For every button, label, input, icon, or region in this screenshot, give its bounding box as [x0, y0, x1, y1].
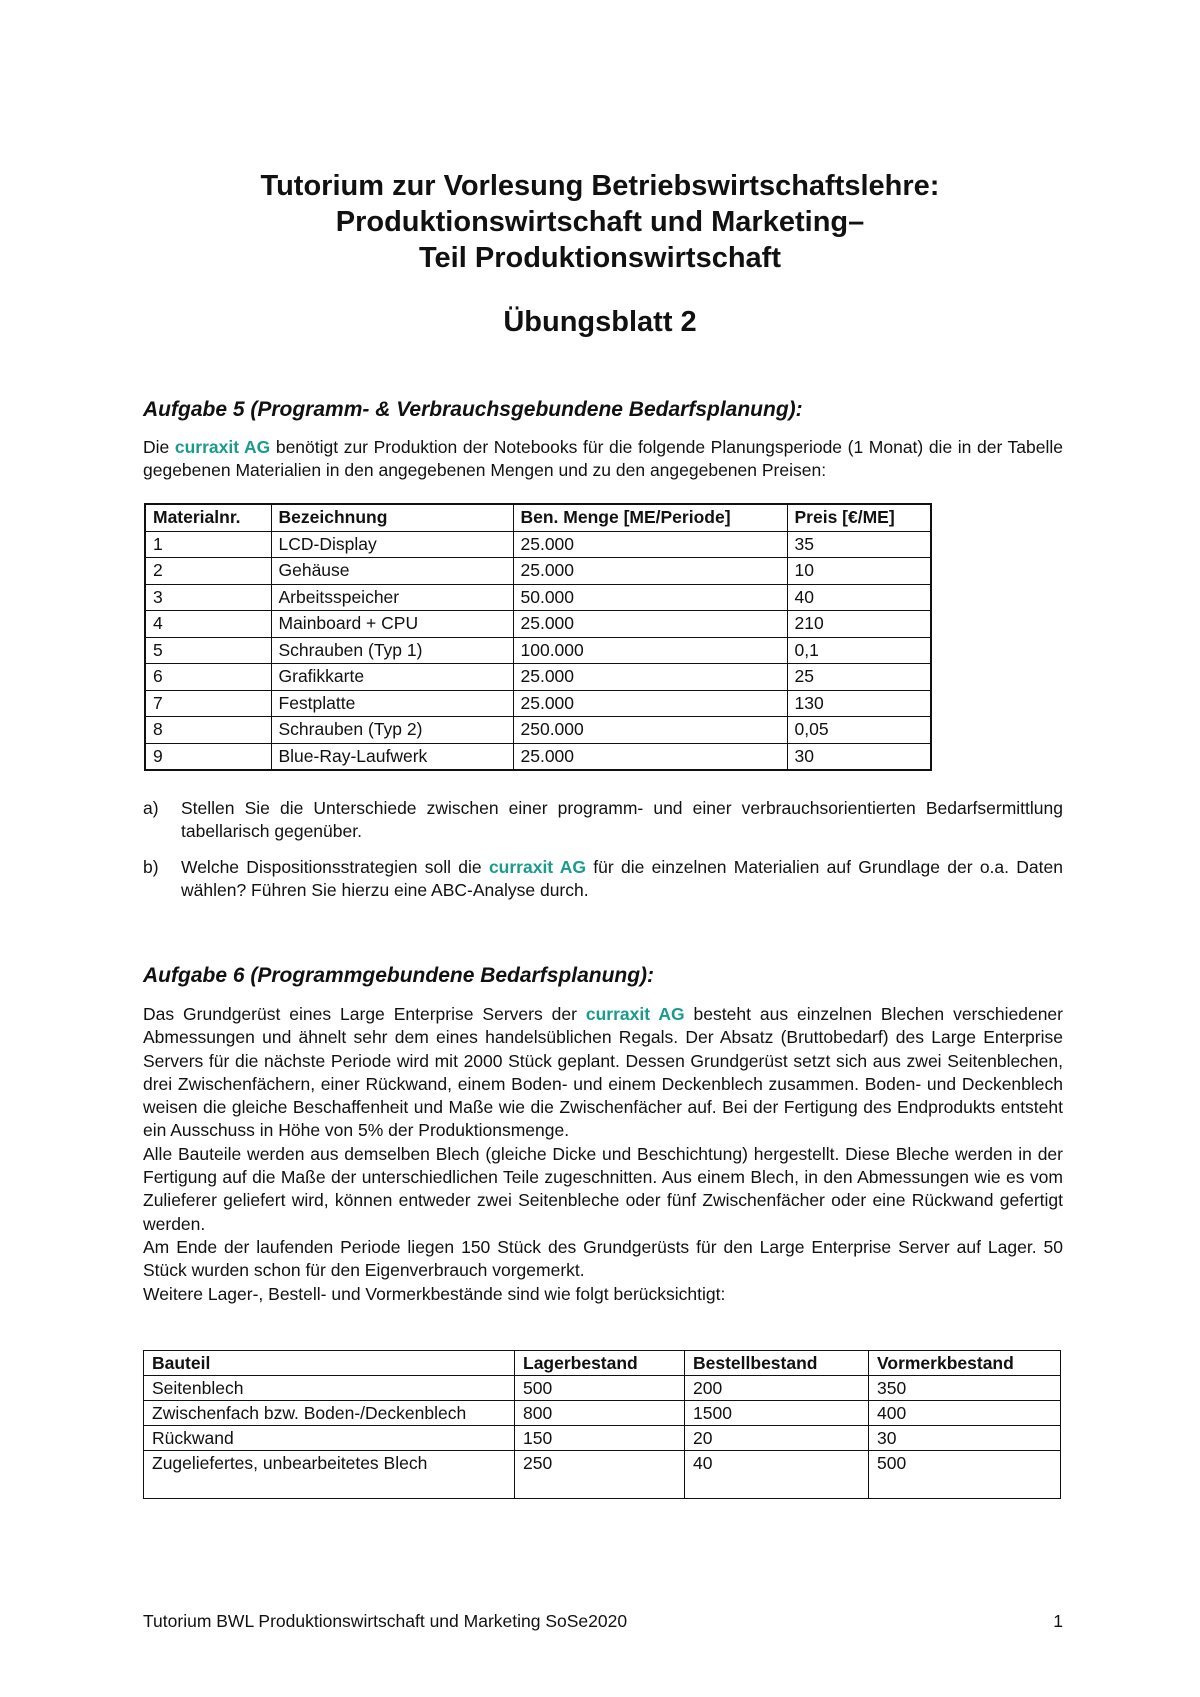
table-cell: 1500	[685, 1401, 869, 1426]
table-cell: 250	[515, 1451, 685, 1499]
table-cell: 30	[869, 1426, 1061, 1451]
table-cell: 40	[685, 1451, 869, 1499]
col-header: Ben. Menge [ME/Periode]	[513, 504, 787, 531]
col-header: Bezeichnung	[271, 504, 513, 531]
table-cell: Festplatte	[271, 690, 513, 717]
table-cell: 800	[515, 1401, 685, 1426]
table-cell: 8	[145, 717, 271, 744]
table-cell: Blue-Ray-Laufwerk	[271, 743, 513, 770]
title-line-2: Produktionswirtschaft und Marketing–	[335, 206, 865, 238]
table-cell: Arbeitsspeicher	[271, 584, 513, 611]
table-cell: 30	[787, 743, 931, 770]
table-row	[145, 743, 931, 770]
table-header-row	[144, 1351, 1061, 1376]
question-b-after: für die einzelnen Materialien auf Grundlage der o.a. Daten wählen? Führen Sie hierzu eine ABC-Analyse durch.	[181, 856, 1063, 900]
stock-table	[143, 1350, 1061, 1499]
task6-paragraph-3: Am Ende der laufenden Periode liegen 150 Stück des Grundgerüsts für den Large Enterprise Server auf Lager. 50 Stück wurden schon für den Eigenverbrauch vorgemerkt.	[143, 1236, 1063, 1281]
table-row	[145, 531, 931, 558]
page-number: 1	[1053, 1611, 1063, 1631]
table-cell: 400	[869, 1401, 1061, 1426]
table-cell: Rückwand	[144, 1426, 515, 1451]
table-cell: 25	[787, 664, 931, 691]
table-cell: 35	[787, 531, 931, 558]
question-a	[143, 797, 1063, 844]
table-cell: 25.000	[513, 690, 787, 717]
table-cell: 150	[515, 1426, 685, 1451]
table-row	[144, 1426, 1061, 1451]
table-row	[145, 558, 931, 585]
table-cell: LCD-Display	[271, 531, 513, 558]
table-cell: Schrauben (Typ 1)	[271, 637, 513, 664]
question-b	[143, 856, 1063, 903]
task6-paragraph-4: Weitere Lager-, Bestell- und Vormerkbestände sind wie folgt berücksichtigt:	[143, 1283, 726, 1304]
col-header: Lagerbestand	[515, 1351, 685, 1376]
table-cell: 4	[145, 611, 271, 638]
table-cell: 7	[145, 690, 271, 717]
table-header-row	[145, 504, 931, 531]
task6-heading: Aufgabe 6 (Programmgebundene Bedarfsplanung):	[143, 964, 655, 987]
task6-paragraph-2: Alle Bauteile werden aus demselben Blech (gleiche Dicke und Beschichtung) hergestellt. Diese Bleche werden in der Fertigung auf die Maße der unterschiedlichen Teile zugeschnitten. Aus einem Blech, in den Abmessungen wie es vom Zulieferer geliefert wird, können entweder zwei Seitenbleche oder fünf Zwischenfächer oder eine Rückwand gefertigt werden.	[143, 1143, 1063, 1234]
question-a-marker: a)	[143, 798, 159, 818]
table-cell: Zugeliefertes, unbearbeitetes Blech	[144, 1451, 515, 1499]
table-cell: 9	[145, 743, 271, 770]
task5-intro-paragraph	[143, 436, 1063, 483]
task6-paragraph-1	[143, 1003, 1063, 1143]
table-cell: Mainboard + CPU	[271, 611, 513, 638]
table-cell: Zwischenfach bzw. Boden-/Deckenblech	[144, 1401, 515, 1426]
table-cell: 2	[145, 558, 271, 585]
table-cell: 0,05	[787, 717, 931, 744]
table-row	[144, 1376, 1061, 1401]
task5-questions	[143, 797, 1063, 914]
task5-intro-after: benötigt zur Produktion der Notebooks für die folgende Planungsperiode (1 Monat) die in der Tabelle gegebenen Materialien in den angegebenen Mengen und zu den angegebenen Preisen:	[143, 437, 1063, 481]
table-cell: 100.000	[513, 637, 787, 664]
table-cell: 130	[787, 690, 931, 717]
table-row	[144, 1401, 1061, 1426]
table-cell: 40	[787, 584, 931, 611]
table-cell: 25.000	[513, 558, 787, 585]
table-cell: 10	[787, 558, 931, 585]
table-cell: 210	[787, 611, 931, 638]
table-row	[145, 690, 931, 717]
footer-text: Tutorium BWL Produktionswirtschaft und Marketing SoSe2020	[143, 1611, 628, 1631]
col-header: Materialnr.	[145, 504, 271, 531]
table-cell: 350	[869, 1376, 1061, 1401]
task5-intro	[143, 436, 1063, 483]
task5-intro-before: Die	[143, 437, 175, 457]
table-cell: 1	[145, 531, 271, 558]
task6-p1-before: Das Grundgerüst eines Large Enterprise Servers der	[143, 1004, 586, 1024]
col-header: Bestellbestand	[685, 1351, 869, 1376]
table-cell: 25.000	[513, 611, 787, 638]
sheet-title: Übungsblatt 2	[503, 306, 697, 338]
table-cell: 20	[685, 1426, 869, 1451]
table-cell: 50.000	[513, 584, 787, 611]
task6-text	[143, 1003, 1063, 1306]
brand-name: curraxit AG	[174, 437, 271, 457]
brand-name: curraxit AG	[585, 1004, 685, 1024]
table-row	[145, 584, 931, 611]
table-row	[145, 611, 931, 638]
table-cell: 250.000	[513, 717, 787, 744]
title-line-1: Tutorium zur Vorlesung Betriebswirtschaftslehre:	[260, 170, 940, 202]
title-line-3: Teil Produktionswirtschaft	[418, 242, 781, 274]
table-cell: 5	[145, 637, 271, 664]
table-cell: 6	[145, 664, 271, 691]
table-cell: 200	[685, 1376, 869, 1401]
task5-heading: Aufgabe 5 (Programm- & Verbrauchsgebundene Bedarfsplanung):	[143, 398, 803, 421]
question-b-before: Welche Dispositionsstrategien soll die	[181, 856, 489, 877]
table-row	[144, 1451, 1061, 1499]
brand-name: curraxit AG	[488, 856, 587, 877]
table-cell: Grafikkarte	[271, 664, 513, 691]
table-cell: 25.000	[513, 664, 787, 691]
table-cell: 500	[869, 1451, 1061, 1499]
col-header: Vormerkbestand	[869, 1351, 1061, 1376]
table-row	[145, 637, 931, 664]
table-cell: 25.000	[513, 531, 787, 558]
col-header: Preis [€/ME]	[787, 504, 931, 531]
table-row	[145, 664, 931, 691]
table-cell: Seitenblech	[144, 1376, 515, 1401]
question-b-marker: b)	[143, 856, 159, 877]
col-header: Bauteil	[144, 1351, 515, 1376]
table-cell: Schrauben (Typ 2)	[271, 717, 513, 744]
table-cell: 0,1	[787, 637, 931, 664]
table-row	[145, 717, 931, 744]
table-cell: 3	[145, 584, 271, 611]
table-cell: 25.000	[513, 743, 787, 770]
task6-p1-after: besteht aus einzelnen Blechen verschiedener Abmessungen und ähnelt sehr dem eines handelsüblichen Regals. Der Absatz (Bruttobedarf) des Large Enterprise Servers für die nächste Periode wird mit 2000 Stück geplant. Dessen Grundgerüst setzt sich aus zwei Seitenblechen, drei Zwischenfächern, einer Rückwand, einem Boden- und einem Deckenblech zusammen. Boden- und Deckenblech weisen die gleiche Beschaffenheit und Maße wie die Zwischenfächer auf. Bei der Fertigung des Endprodukts entsteht ein Ausschuss in Höhe von 5% der Produktionsmenge.	[143, 1004, 1063, 1141]
table-cell: 500	[515, 1376, 685, 1401]
materials-table	[144, 503, 932, 771]
question-a-text: Stellen Sie die Unterschiede zwischen einer programm- und einer verbrauchsorientierten Bedarfsermittlung tabellarisch gegenüber.	[181, 798, 1063, 842]
table-cell: Gehäuse	[271, 558, 513, 585]
page-footer	[143, 1611, 1063, 1632]
